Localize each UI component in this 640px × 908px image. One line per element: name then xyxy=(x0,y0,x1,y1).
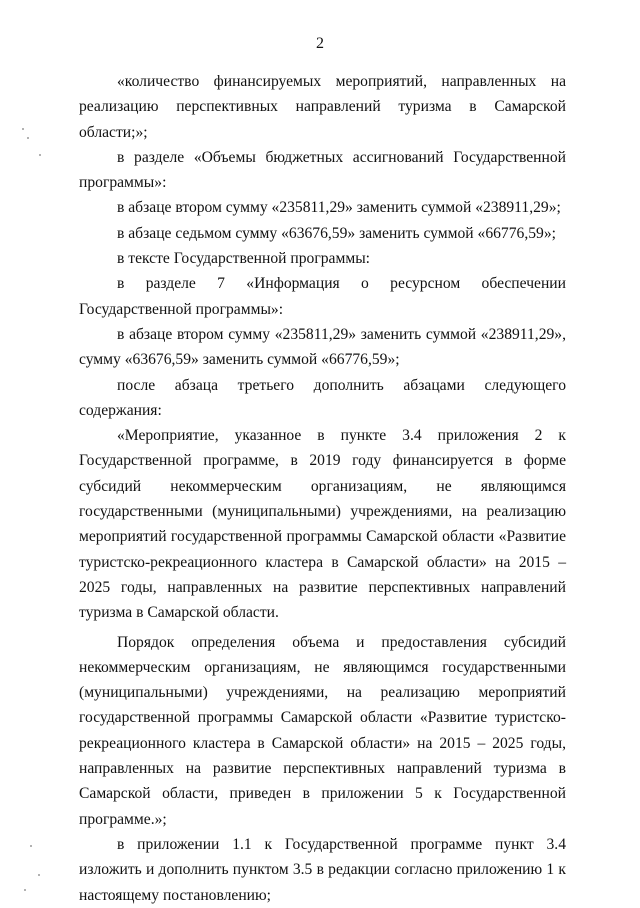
scan-speck xyxy=(38,874,40,876)
scan-speck xyxy=(30,845,32,847)
paragraph-appendix-1-1: в приложении 1.1 к Государственной программе пункт 3.4 изложить и дополнить пунктом 3.5 в редакции согласно приложению 1 к настоящему постановлению; xyxy=(79,835,566,904)
scan-speck xyxy=(39,154,41,156)
scan-speck xyxy=(24,889,26,891)
paragraph-subsidy-procedure: Порядок определения объема и предоставления субсидий некоммерческим организациям, не являющимся государственными (муниципальными) учреждениями, на реализацию мероприятий государственной программы Самарской области «Развитие туристско-рекреационного кластера в Самарской области» на 2015 – 2025 годы, направленных на развитие перспективных направлений туризма в Самарской области, приведен в приложении 5 к Государственной программе.»; xyxy=(79,633,566,828)
paragraph-budget-section: в разделе «Объемы бюджетных ассигнований Государственной программы»: xyxy=(79,148,566,192)
paragraph-goal-indicator: «количество финансируемых мероприятий, направленных на реализацию перспективных направлений туризма в Самарской области;»; xyxy=(79,73,566,141)
paragraph-program-text: в тексте Государственной программы: xyxy=(117,250,371,268)
paragraph-second-abzac-sum: в абзаце втором сумму «235811,29» заменить суммой «238911,29»; xyxy=(117,199,561,217)
paragraph-seventh-abzac-sum: в абзаце седьмом сумму «63676,59» заменить суммой «66776,59»; xyxy=(117,224,556,242)
paragraph-add-abzacs: после абзаца третьего дополнить абзацами следующего содержания: xyxy=(79,376,566,419)
document-body xyxy=(79,69,566,908)
page-number: 2 xyxy=(316,35,324,52)
scan-speck xyxy=(27,137,29,139)
scan-speck xyxy=(22,128,24,130)
paragraph-section-7: в разделе 7 «Информация о ресурсном обеспечении Государственной программы»: xyxy=(79,275,566,318)
paragraph-section-7-sums: в абзаце втором сумму «235811,29» заменить суммой «238911,29», сумму «63676,59» заменить суммой «66776,59»; xyxy=(79,325,566,369)
paragraph-measure-3-4: «Мероприятие, указанное в пункте 3.4 приложения 2 к Государственной программе, в 2019 году финансируется в форме субсидий некоммерческим организациям, не являющимся государственными (муниципальными) учреждениями, на реализацию мероприятий государственной программы Самарской области «Развитие туристско-рекреационного кластера в Самарской области» на 2015 – 2025 годы, направленных на развитие перспективных направлений туризма в Самарской области. xyxy=(79,427,566,622)
